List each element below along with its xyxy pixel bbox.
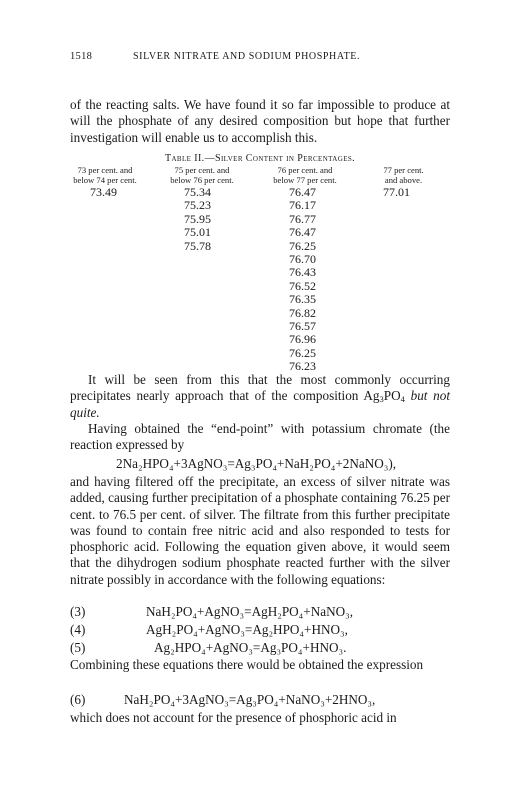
table-cell: 75.23 — [184, 198, 211, 213]
table-cell: 75.34 — [184, 185, 211, 199]
table-cell: 76.47 — [289, 225, 316, 240]
equation-5-number: (5) — [70, 640, 86, 655]
paragraph-filtrate: and having filtered off the precipitate, an excess of silver nitrate was added, causing further precipitation of a phosphate containing 76.25 per cent. to 76.5 per cent. of silver. The filtrate from this further precipitate was found to contain free nitric acid and also responded to tests for phosphoric acid. Following the equation given above, it would seem that the dihydrogen sodium phosphate reacted further with the silver nitrate possibly in accordance with the following equations: — [70, 474, 450, 587]
table-cell: 76.82 — [289, 305, 316, 320]
table-cell: 76.25 — [289, 345, 316, 360]
equation-main: 2Na₂HPO₄+3AgNO₃=Ag₃PO₄+NaH₂PO₄+2NaNO₃), — [116, 456, 397, 471]
table-cell: 76.96 — [289, 332, 316, 347]
paragraph-combining: Combining these equations there would be obtained the expression — [70, 657, 424, 672]
equation-3: NaH₂PO₄+AgNO₃=AgH₂PO₄+NaNO₃, — [146, 604, 354, 619]
table-cell: 76.25 — [289, 238, 316, 253]
paragraph-endpoint: Having obtained the “end-point” with potassium chromate (the reaction expressed by — [70, 421, 450, 453]
equation-4: AgH₂PO₄+AgNO₃=Ag₂HPO₄+HNO₃, — [146, 622, 348, 637]
table-cell: 73.49 — [90, 185, 117, 199]
intro-paragraph — [70, 97, 450, 146]
equation-5: Ag₂HPO₄+AgNO₃=Ag₃PO₄+HNO₃. — [154, 640, 347, 655]
equation-3-number: (3) — [70, 604, 86, 619]
table-cell: 77.01 — [383, 185, 410, 199]
table-cell: 76.43 — [289, 265, 316, 280]
equation-6: NaH₂PO₄+3AgNO₃=Ag₃PO₄+NaNO₃+2HNO₃, — [124, 692, 376, 707]
table-cell: 76.23 — [289, 359, 316, 374]
table-column-75 — [184, 186, 211, 253]
table-header-col-1: 73 per cent. and below 74 per cent. — [73, 165, 137, 185]
table-cell: 76.77 — [289, 211, 316, 226]
table-header-col-2: 75 per cent. and below 76 per cent. — [170, 165, 234, 185]
table-column-77 — [383, 186, 410, 199]
emphasis-text: but not quite. — [70, 388, 451, 420]
table-cell: 75.78 — [184, 238, 211, 253]
table-cell: 76.47 — [289, 185, 316, 199]
table-cell: 75.01 — [184, 225, 211, 240]
table-column-73 — [90, 186, 117, 199]
paragraph-conclusion: It will be seen from this that the most commonly occurring precipitates nearly approach that of the composition $Ag_3PO_4$ but not quite. — [70, 372, 451, 420]
table-header-col-4: 77 per cent. and above. — [383, 165, 424, 185]
table-cell: 76.57 — [289, 319, 316, 334]
table-header-col-3: 76 per cent. and below 77 per cent. — [273, 165, 337, 185]
equation-6-number: (6) — [70, 692, 86, 707]
table-cell: 76.17 — [289, 198, 316, 213]
running-title: SILVER NITRATE AND SODIUM PHOSPHATE. — [133, 51, 361, 62]
table-cell: 75.95 — [184, 211, 211, 226]
table-cell: 76.52 — [289, 278, 316, 293]
table-column-76 — [289, 186, 316, 374]
page-number: 1518 — [70, 51, 93, 62]
paragraph-final: which does not account for the presence of phosphoric acid in — [70, 710, 397, 725]
table-cell: 76.35 — [289, 292, 316, 307]
table-caption: Table II.—Silver Content in Percentages. — [164, 153, 356, 164]
equation-4-number: (4) — [70, 622, 86, 637]
table-cell: 76.70 — [289, 252, 316, 267]
intro-text: of the reacting salts. We have found it so far impossible to produce at will the phosphate of any desired composition but hope that further investigation will enable us to accomplish this. — [70, 97, 450, 145]
